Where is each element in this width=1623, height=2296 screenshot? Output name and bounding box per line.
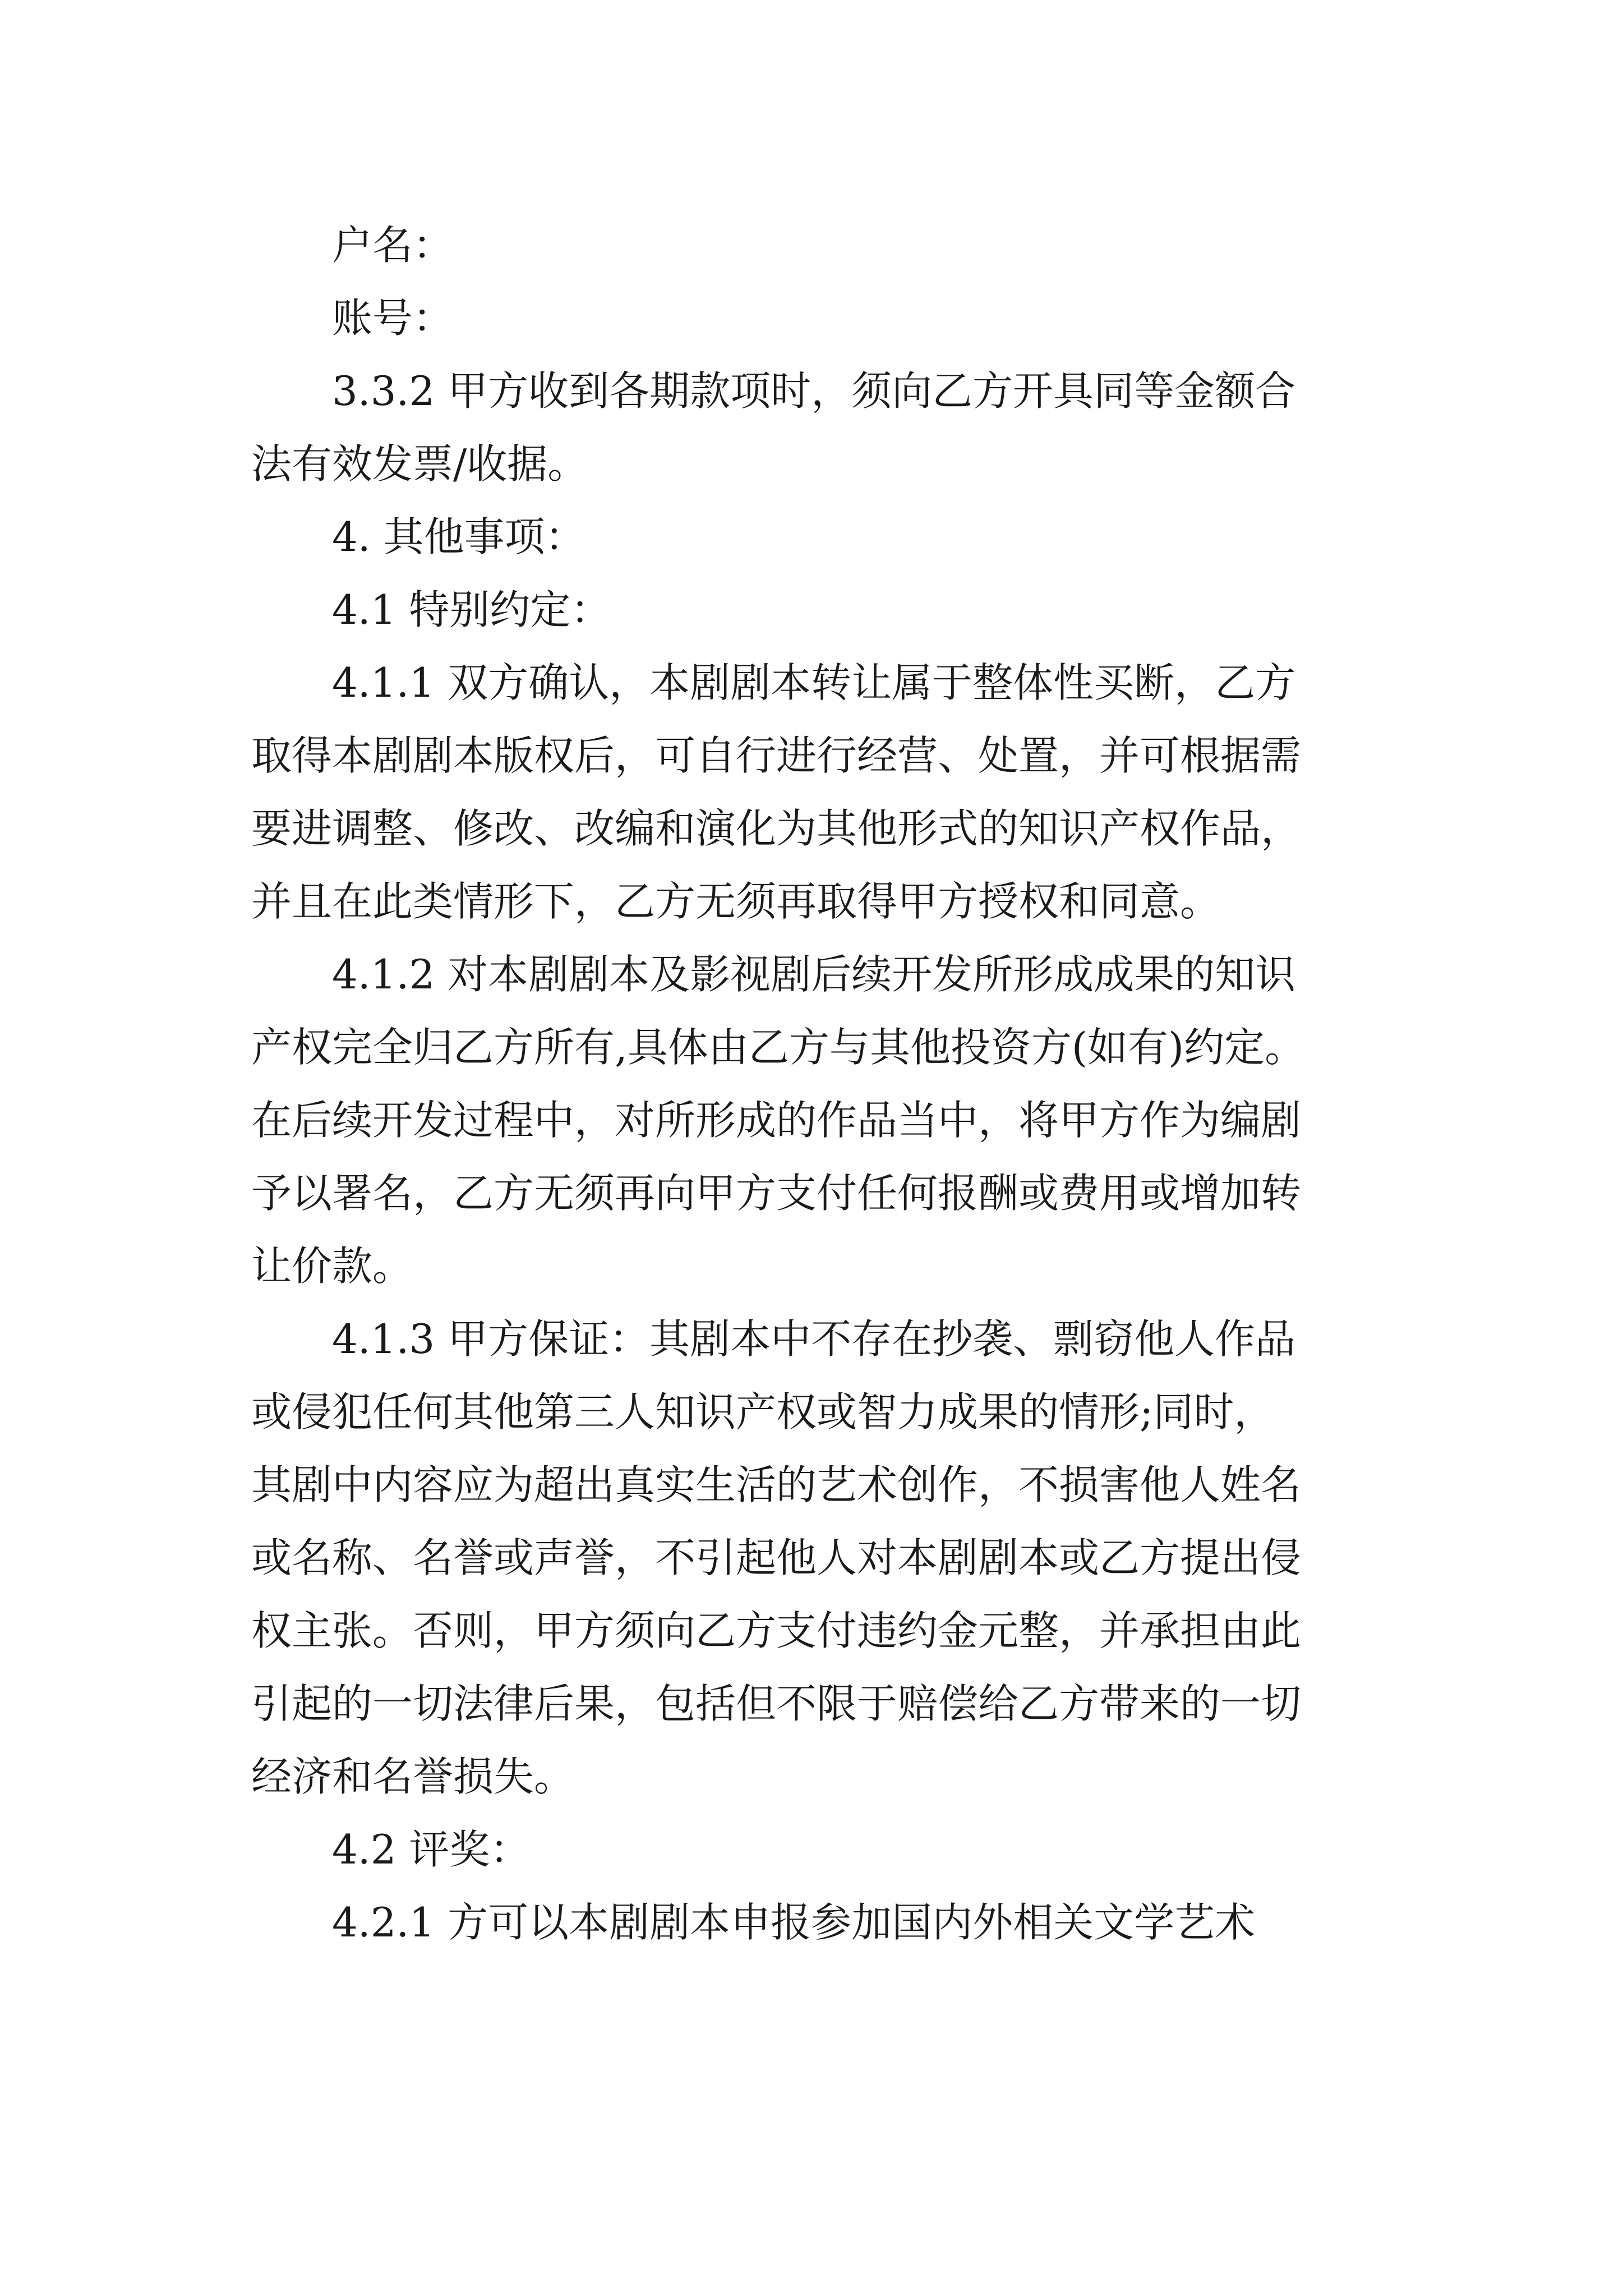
- paragraph-4-1-2-line-2: 产权完全归乙方所有,具体由乙方与其他投资方(如有)约定。: [251, 1024, 1306, 1071]
- paragraph-4-1-2-line-1: 4.1.2 对本剧剧本及影视剧后续开发所形成成果的知识: [332, 951, 1296, 998]
- paragraph-4-2-1-line-1: 4.2.1 方可以本剧剧本申报参加国内外相关文学艺术: [332, 1899, 1256, 1946]
- paragraph-4-1-1-line-1: 4.1.1 双方确认，本剧剧本转让属于整体性买断，乙方: [332, 659, 1296, 706]
- paragraph-4-1-2-line-5: 让价款。: [251, 1243, 413, 1290]
- paragraph-4-1-3-line-6: 引起的一切法律后果，包括但不限于赔偿给乙方带来的一切: [251, 1680, 1302, 1727]
- paragraph-4-1-3-line-2: 或侵犯任何其他第三人知识产权或智力成果的情形;同时，: [251, 1388, 1275, 1435]
- paragraph-4-1-3-line-3: 其剧中内容应为超出真实生活的艺术创作，不损害他人姓名: [251, 1461, 1302, 1508]
- paragraph-4-1-3-line-1: 4.1.3 甲方保证：其剧本中不存在抄袭、剽窃他人作品: [332, 1315, 1296, 1363]
- account-name-label: 户名：: [332, 222, 454, 269]
- section-4-1-heading: 4.1 特别约定：: [332, 586, 611, 633]
- paragraph-3-3-2-line-2: 法有效发票/收据。: [251, 440, 588, 487]
- section-4-2-heading: 4.2 评奖：: [332, 1826, 531, 1873]
- paragraph-4-1-3-line-5: 权主张。否则，甲方须向乙方支付违约金元整，并承担由此: [251, 1607, 1302, 1654]
- paragraph-4-1-1-line-3: 要进调整、修改、改编和演化为其他形式的知识产权作品，: [251, 805, 1302, 852]
- paragraph-4-1-3-line-4: 或名称、名誉或声誉，不引起他人对本剧剧本或乙方提出侵: [251, 1534, 1302, 1581]
- paragraph-3-3-2-line-1: 3.3.2 甲方收到各期款项时，须向乙方开具同等金额合: [332, 367, 1296, 415]
- paragraph-4-1-1-line-2: 取得本剧剧本版权后，可自行进行经营、处置，并可根据需: [251, 732, 1302, 779]
- paragraph-4-1-3-line-7: 经济和名誉损失。: [251, 1753, 575, 1800]
- account-number-label: 账号：: [332, 295, 454, 342]
- paragraph-4-1-1-line-4: 并且在此类情形下，乙方无须再取得甲方授权和同意。: [251, 878, 1221, 925]
- paragraph-4-1-2-line-4: 予以署名，乙方无须再向甲方支付任何报酬或费用或增加转: [251, 1170, 1302, 1217]
- section-4-heading: 4. 其他事项：: [332, 513, 585, 560]
- paragraph-4-1-2-line-3: 在后续开发过程中，对所形成的作品当中，将甲方作为编剧: [251, 1097, 1302, 1144]
